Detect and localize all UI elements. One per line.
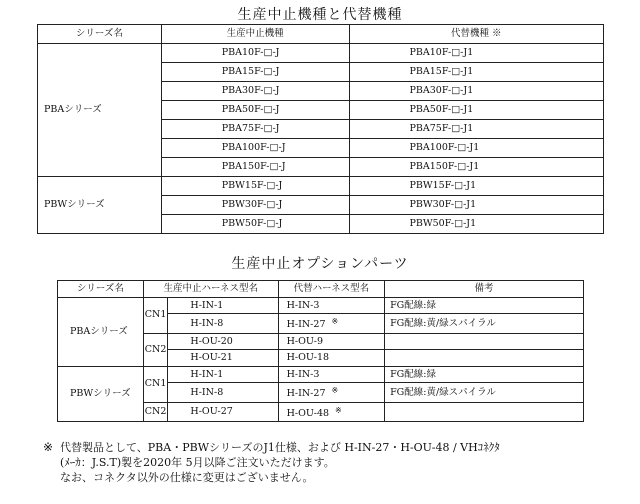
table-row — [58, 366, 584, 383]
replacement-harness-name: H-IN-3 — [286, 368, 320, 380]
remarks — [385, 333, 584, 350]
replacement-harness — [278, 350, 384, 367]
replacement-model: PBA50F-□-J1 — [349, 101, 604, 120]
header-series: シリーズ名 — [38, 25, 162, 44]
discontinued-model: PBA75F-□-J — [161, 120, 349, 139]
replacement-harness-name: H-IN-27 — [286, 388, 326, 399]
note-mark: ※ — [331, 317, 339, 326]
header-discontinued-harness: 生産中止ハーネス型名 — [143, 281, 278, 298]
table-header-row — [38, 25, 604, 44]
discontinued-model: PBA30F-□-J — [161, 82, 349, 101]
replacement-model: PBW50F-□-J1 — [349, 215, 604, 234]
replacement-harness-name: H-OU-18 — [286, 352, 330, 363]
remarks: FG配線:黄/緑スパイラル — [385, 383, 584, 403]
replacement-model: PBA150F-□-J1 — [349, 158, 604, 177]
series-pbw: PBWシリーズ — [58, 366, 144, 422]
table1-title: 生産中止機種と代替機種 — [237, 7, 403, 23]
table-row — [38, 177, 604, 196]
note-mark: ※ — [335, 405, 342, 415]
replacement-model: PBW15F-□-J1 — [349, 177, 604, 196]
note-symbol: ※ — [43, 440, 54, 454]
discontinued-model: PBA50F-□-J — [161, 101, 349, 120]
discontinued-harness: H-IN-8 — [168, 383, 278, 403]
discontinued-harness: H-OU-21 — [168, 350, 278, 367]
discontinued-models-table — [37, 24, 604, 234]
discontinued-model: PBW15F-□-J — [161, 177, 349, 196]
replacement-harness — [278, 402, 384, 422]
discontinued-harness: H-OU-27 — [168, 402, 278, 422]
header-remarks: 備考 — [385, 281, 584, 298]
note-mark: ※ — [331, 386, 339, 395]
replacement-harness-name: H-OU-48 — [286, 407, 330, 419]
discontinued-harness: H-OU-20 — [168, 333, 278, 350]
replacement-harness-name: H-IN-27 — [286, 319, 326, 330]
replacement-harness-name: H-OU-9 — [286, 335, 324, 347]
replacement-model: PBA30F-□-J1 — [349, 82, 604, 101]
remarks — [385, 402, 584, 422]
replacement-harness — [278, 314, 384, 334]
replacement-model: PBW30F-□-J1 — [349, 196, 604, 215]
footnote-line: 代替製品として、PBA・PBWシリーズのJ1仕様、および H-IN-27・H-OU-48 / VHｺﾈｸﾀ — [60, 441, 500, 454]
discontinued-model: PBA150F-□-J — [161, 158, 349, 177]
discontinued-harness: H-IN-1 — [168, 366, 278, 383]
table-row — [58, 297, 584, 314]
replacement-harness — [278, 366, 384, 383]
discontinued-model: PBW50F-□-J — [161, 215, 349, 234]
header-replacement-harness: 代替ハーネス型名 — [278, 281, 384, 298]
replacement-model: PBA15F-□-J1 — [349, 63, 604, 82]
connector-cn1: CN1 — [143, 297, 168, 333]
table-header-row — [58, 281, 584, 298]
series-pbw: PBWシリーズ — [38, 177, 162, 234]
footnote-line: (ﾒｰｶ：J.S.T)製を2020年 5月以降ご注文いただけます。 — [60, 456, 335, 469]
footnote — [43, 440, 500, 485]
discontinued-model: PBA100F-□-J — [161, 139, 349, 158]
replacement-model: PBA75F-□-J1 — [349, 120, 604, 139]
header-series: シリーズ名 — [58, 281, 144, 298]
header-replacement: 代替機種 ※ — [349, 25, 604, 44]
discontinued-parts-table — [57, 280, 584, 422]
discontinued-model: PBW30F-□-J — [161, 196, 349, 215]
series-pba: PBAシリーズ — [58, 297, 144, 366]
replacement-harness — [278, 333, 384, 350]
replacement-harness — [278, 297, 384, 314]
replacement-model: PBA10F-□-J1 — [349, 44, 604, 63]
discontinued-model: PBA10F-□-J — [161, 44, 349, 63]
discontinued-harness: H-IN-8 — [168, 314, 278, 334]
remarks: FG配線:緑 — [385, 366, 584, 383]
header-discontinued: 生産中止機種 — [161, 25, 349, 44]
remarks: FG配線:緑 — [385, 297, 584, 314]
replacement-harness — [278, 383, 384, 403]
discontinued-model: PBA15F-□-J — [161, 63, 349, 82]
replacement-harness-name: H-IN-3 — [286, 299, 320, 311]
connector-cn1: CN1 — [143, 366, 168, 402]
connector-cn2: CN2 — [143, 402, 168, 422]
footnote-line: なお、コネクタ以外の仕様に変更はございません。 — [60, 471, 314, 484]
table-row — [38, 44, 604, 63]
discontinued-harness: H-IN-1 — [168, 297, 278, 314]
connector-cn2: CN2 — [143, 333, 168, 366]
replacement-model: PBA100F-□-J1 — [349, 139, 604, 158]
remarks — [385, 350, 584, 367]
remarks: FG配線:黄/緑スパイラル — [385, 314, 584, 334]
series-pba: PBAシリーズ — [38, 44, 162, 177]
table2-title: 生産中止オプションパーツ — [231, 256, 409, 272]
